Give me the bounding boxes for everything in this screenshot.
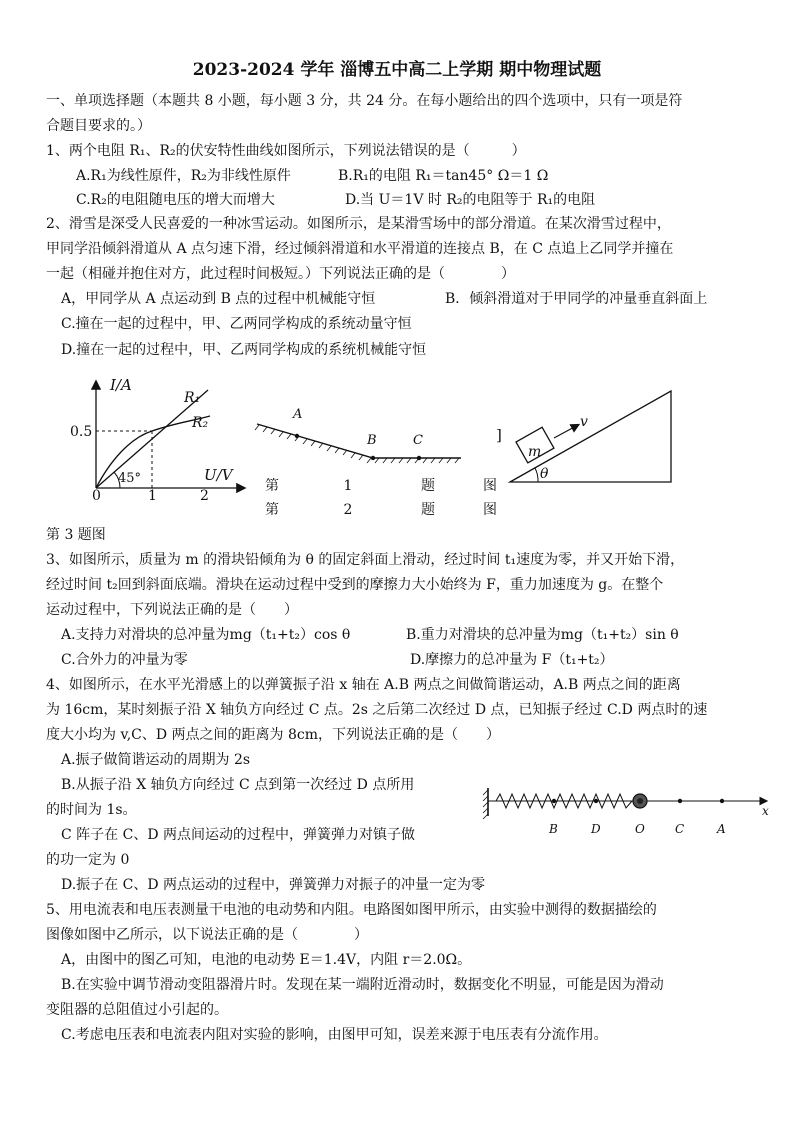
caption-fig3: 第 3 题图 [46,527,106,543]
r1-label: R₁ [184,390,201,406]
caption-fig2-1: 2 [343,502,353,518]
label-c: C [413,433,423,448]
q2-option-a: A，甲同学从 A 点运动到 B 点的过程中机械能守恒 [61,291,376,307]
q1-option-c: C.R₂的电阻随电压的增大而增大 [76,192,275,208]
q3-option-c: C.合外力的冲量为零 [61,652,188,668]
label-d: D [591,822,601,836]
caption-fig1-1: 1 [343,478,353,494]
label-a: A [293,407,303,422]
velocity-arrow [554,425,578,438]
point-a [295,434,299,438]
point-c [417,456,421,460]
q5-option-b-line1: B.在实验中调节滑动变阻器滑片时。发现在某一端附近滑动时，数据变化不明显，可能是因为滑动 [61,977,664,993]
r2-label: R₂ [192,415,209,431]
point-d [594,799,598,803]
tick-2: 2 [200,488,209,504]
caption-fig2 [262,500,500,520]
q1-option-d: D.当 U＝1V 时 R₂的电阻等于 R₁的电阻 [345,192,596,208]
y-axis-label: I/A [110,376,132,394]
caption-fig2-0: 第 [265,502,279,518]
figure-spring-oscillator [482,784,774,840]
point-a [720,799,724,803]
q5-stem-line1: 5、用电流表和电压表测量干电池的电动势和内阻。电路图如图甲所示，由实验中测得的数据描绘的 [46,902,657,918]
caption-fig2-3: 图 [483,502,497,518]
q4-option-d: D.振子在 C、D 两点运动的过程中，弹簧弹力对振子的冲量一定为零 [61,877,486,893]
q4-option-b-line2: 的时间为 1s。 [46,802,137,818]
label-x: x [762,804,769,818]
slope-surface [257,424,461,458]
q3-stem-line3: 运动过程中，下列说法正确的是（ ） [46,602,298,618]
q5-option-b-line2: 变阻器的总阻值过小引起的。 [46,1002,228,1018]
q3-option-b: B.重力对滑块的总冲量为mg（t₁+t₂）sin θ [406,627,679,643]
x-axis-label: U/V [204,466,233,484]
q5-stem-line2: 图像如图中乙所示，以下说法正确的是（ ） [46,927,368,943]
q4-stem-line3: 度大小均为 v,C、D 两点之间的距离为 8cm，下列说法正确的是（ ） [46,727,501,743]
label-a: A [717,822,726,836]
q3-option-d: D.摩擦力的总冲量为 F（t₁+t₂） [410,652,614,668]
theta-arc [535,468,538,482]
q2-option-d: D.撞在一起的过程中，甲、乙两同学构成的系统机械能守恒 [61,342,427,358]
q1-option-b: B.R₁的电阻 R₁＝tan45° Ω＝1 Ω [338,168,549,184]
q4-stem-line1: 4、如图所示，在水平光滑感上的以弹簧振子沿 x 轴在 A.B 两点之间做简谐运动，A.B 两点之间的距离 [46,677,681,693]
q5-option-c: C.考虑电压表和电流表内阻对实验的影响，由图甲可知，误差来源于电压表有分流作用。 [61,1027,608,1043]
q1-stem: 1、两个电阻 R₁、R₂的伏安特性曲线如图所示，下列说法错误的是（ ） [46,143,526,159]
section-heading-line1: 一、单项选择题（本题共 8 小题，每小题 3 分，共 24 分。在每小题给出的四个选项中，只有一项是符 [46,93,683,109]
q4-option-c-line2: 的功一定为 0 [46,852,130,868]
q2-stem-line2: 甲同学沿倾斜滑道从 A 点匀速下滑，经过倾斜滑道和水平滑道的连接点 B，在 C 点追上乙同学并撞在 [46,241,674,257]
velocity-label: v [580,414,588,430]
point-b [371,456,375,460]
q4-option-b-line1: B.从振子沿 X 轴负方向经过 C 点到第一次经过 D 点所用 [61,777,415,793]
label-c: C [675,822,685,836]
page-title: 2023-2024 学年 淄博五中高二上学期 期中物理试题 [192,60,602,80]
q3-option-a: A.支持力对滑块的总冲量为mg（t₁+t₂）cos θ [61,627,351,643]
q2-stem-line3: 一起（相碰并抱住对方，此过程时间极短。）下列说法正确的是（ ） [46,266,515,282]
point-b [552,799,556,803]
q3-stem-line2: 经过时间 t₂回到斜面底端。滑块在运动过程中受到的摩擦力大小始终为 F，重力加速度为 g。在整个 [46,577,664,593]
theta-label: θ [540,466,549,482]
q4-option-a: A.振子做简谐运动的周期为 2s [61,752,251,768]
label-b: B [549,822,558,836]
caption-fig1-2: 题 [421,478,435,494]
q1-option-a: A.R₁为线性原件，R₂为非线性原件 [76,168,291,184]
label-o: O [635,822,645,836]
point-c [678,799,682,803]
figure-iu-curves [70,376,250,504]
q5-option-a: A，由图中的图乙可知，电池的电动势 E＝1.4V，内阻 r＝2.0Ω。 [61,952,472,968]
q2-option-b: B．倾斜滑道对于甲同学的冲量垂直斜面上 [445,291,708,307]
caption-fig1-0: 第 [265,478,279,494]
stray-bracket: ] [496,426,502,444]
tick-1: 1 [148,488,157,504]
angle-label: 45° [118,471,142,486]
tick-0: 0 [92,488,101,504]
tick-0-5: 0.5 [70,424,93,440]
caption-fig1 [262,476,500,496]
figure-incline [494,386,674,486]
section-heading-line2: 合题目要求的。） [46,118,151,134]
q4-stem-line2: 为 16cm，某时刻振子沿 X 轴负方向经过 C 点。2s 之后第二次经过 D 点，已知振子经过 C.D 两点时的速 [46,702,708,718]
mass-label: m [528,444,542,460]
q2-stem-line1: 2、滑雪是深受人民喜爱的一种冰雪运动。如图所示，是某滑雪场中的部分滑道。在某次滑雪过程中， [46,216,671,232]
label-b: B [367,433,377,448]
q4-option-c-line1: C 阵子在 C、D 两点间运动的过程中，弹簧弹力对镇子做 [61,827,415,843]
q2-option-c: C.撞在一起的过程中，甲、乙两同学构成的系统动量守恒 [61,316,412,332]
oscillator-ball-center [637,798,643,804]
caption-fig1-3: 图 [483,478,497,494]
caption-fig2-2: 题 [421,502,435,518]
q3-stem-line1: 3、如图所示，质量为 m 的滑块铅倾角为 θ 的固定斜面上滑动，经过时间 t₁速度为零，并又开始下滑， [46,552,685,568]
figure-ski-slope [255,400,467,470]
